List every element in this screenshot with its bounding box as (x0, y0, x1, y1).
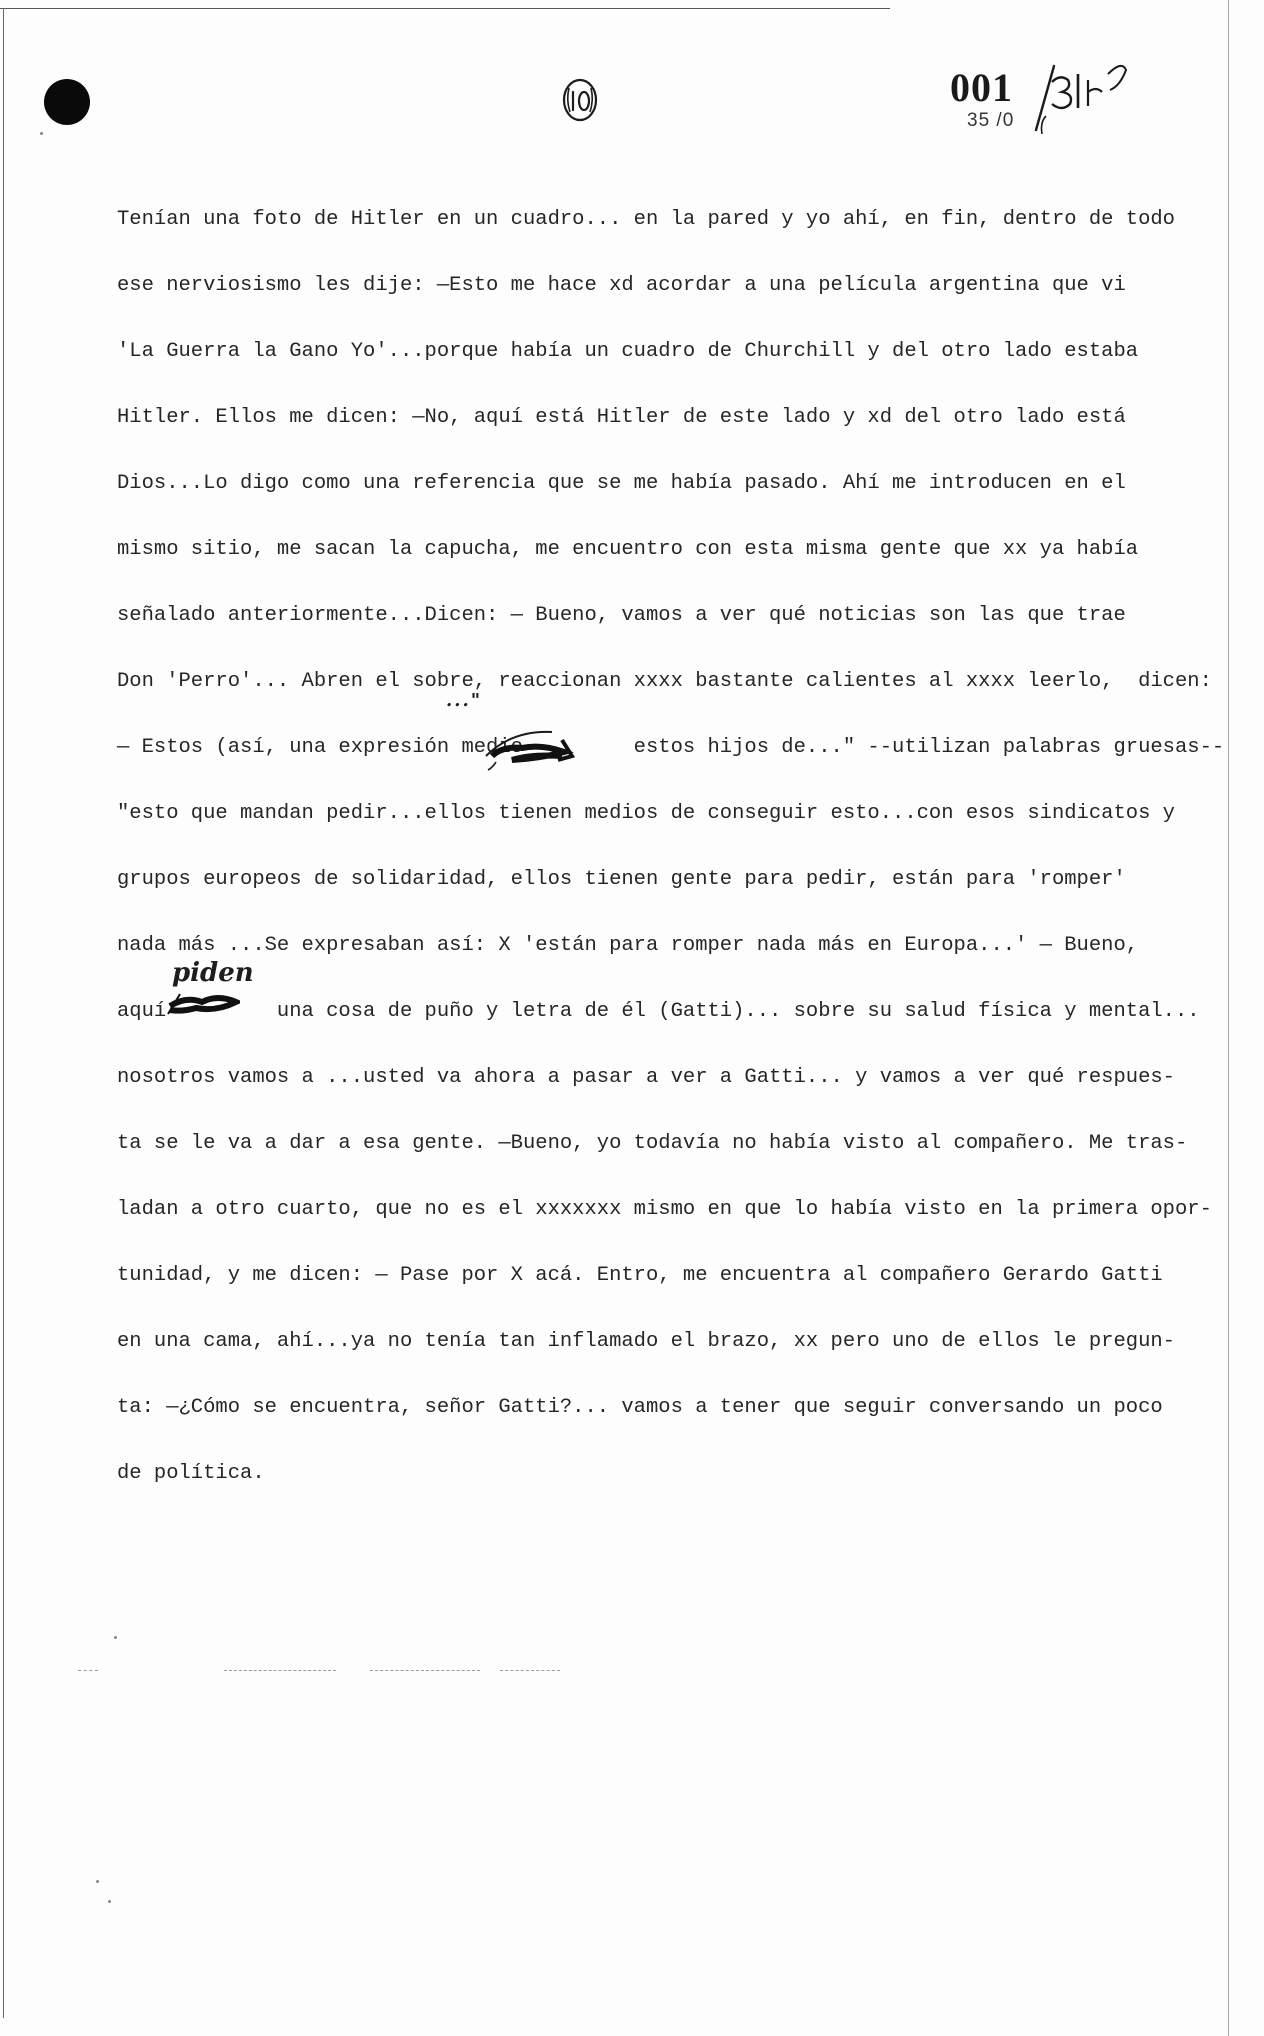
folio-handwriting (1030, 60, 1140, 140)
punch-hole-icon (44, 79, 90, 125)
text-line: nada más ...Se expresaban así: X 'están para romper nada más en Europa...' — Bueno, (117, 934, 1139, 957)
sub-folio-number: 35 /0 (967, 110, 1015, 131)
text-line: ladan a otro cuarto, que no es el xxxxxxx mismo en que lo había visto en la primera opor- (117, 1198, 1212, 1221)
text-line: Tenían una foto de Hitler en un cuadro... en la pared y yo ahí, en fin, dentro de todo (117, 208, 1175, 231)
text-line: Hitler. Ellos me dicen: —No, aquí está Hitler de este lado y xd del otro lado está (117, 406, 1126, 429)
text-line: ta: —¿Cómo se encuentra, señor Gatti?... vamos a tener que seguir conversando un poco (117, 1396, 1163, 1419)
typed-text-body (117, 198, 1225, 1518)
page-mark (96, 1880, 99, 1883)
page-mark (224, 1670, 336, 1671)
text-line: en una cama, ahí...ya no tenía tan inflamado el brazo, xx pero uno de ellos le pregun- (117, 1330, 1175, 1353)
left-edge-line (3, 8, 4, 2018)
text-line: mismo sitio, me sacan la capucha, me encuentro con esta misma gente que xx ya había (117, 538, 1139, 561)
right-edge-line (1228, 0, 1229, 2036)
text-line: 'La Guerra la Gano Yo'...porque había un cuadro de Churchill y del otro lado estaba (117, 340, 1139, 363)
text-line: tunidad, y me dicen: — Pase por X acá. Entro, me encuentra al compañero Gerardo Gatti (117, 1264, 1163, 1287)
folio-number: 001 (950, 65, 1013, 110)
text-line: "esto que mandan pedir...ellos tienen medios de conseguir esto...con esos sindicatos y (117, 802, 1175, 825)
handwritten-quote-mark: ..." (446, 690, 483, 711)
text-line: Don 'Perro'... Abren el sobre, reaccionan xxxx bastante calientes al xxxx leerlo, dicen: (117, 670, 1212, 693)
page-mark (78, 1670, 98, 1671)
text-line: nosotros vamos a ...usted va ahora a pasar a ver a Gatti... y vamos a ver qué respues- (117, 1066, 1175, 1089)
handwritten-annotation: piden (172, 958, 254, 988)
text-line: Dios...Lo digo como una referencia que se me había pasado. Ahí me introducen en el (117, 472, 1126, 495)
page-mark (40, 132, 43, 135)
top-edge-line (0, 8, 890, 9)
text-line: ese nerviosismo les dije: —Esto me hace xd acordar a una película argentina que vi (117, 274, 1126, 297)
text-line: ta se le va a dar a esa gente. —Bueno, yo todavía no había visto al compañero. Me tras- (117, 1132, 1188, 1155)
page-stamp (560, 76, 600, 124)
text-line: señalado anteriormente...Dicen: — Bueno, vamos a ver qué noticias son las que trae (117, 604, 1126, 627)
strikeout-scribble-icon (482, 726, 578, 772)
text-line: aquí una cosa de puño y letra de él (Gatti)... sobre su salud física y mental... (117, 1000, 1200, 1023)
text-line: — Estos (así, una expresión medio estos hijos de..." --utilizan palabras gruesas-- (117, 736, 1225, 759)
page-mark (108, 1900, 111, 1903)
page-mark (370, 1670, 480, 1671)
text-line: grupos europeos de solidaridad, ellos tienen gente para pedir, están para 'romper' (117, 868, 1126, 891)
page-mark (114, 1636, 117, 1639)
text-line: de política. (117, 1462, 265, 1485)
strikeout-scribble-icon (166, 990, 240, 1016)
page-mark (500, 1670, 560, 1671)
